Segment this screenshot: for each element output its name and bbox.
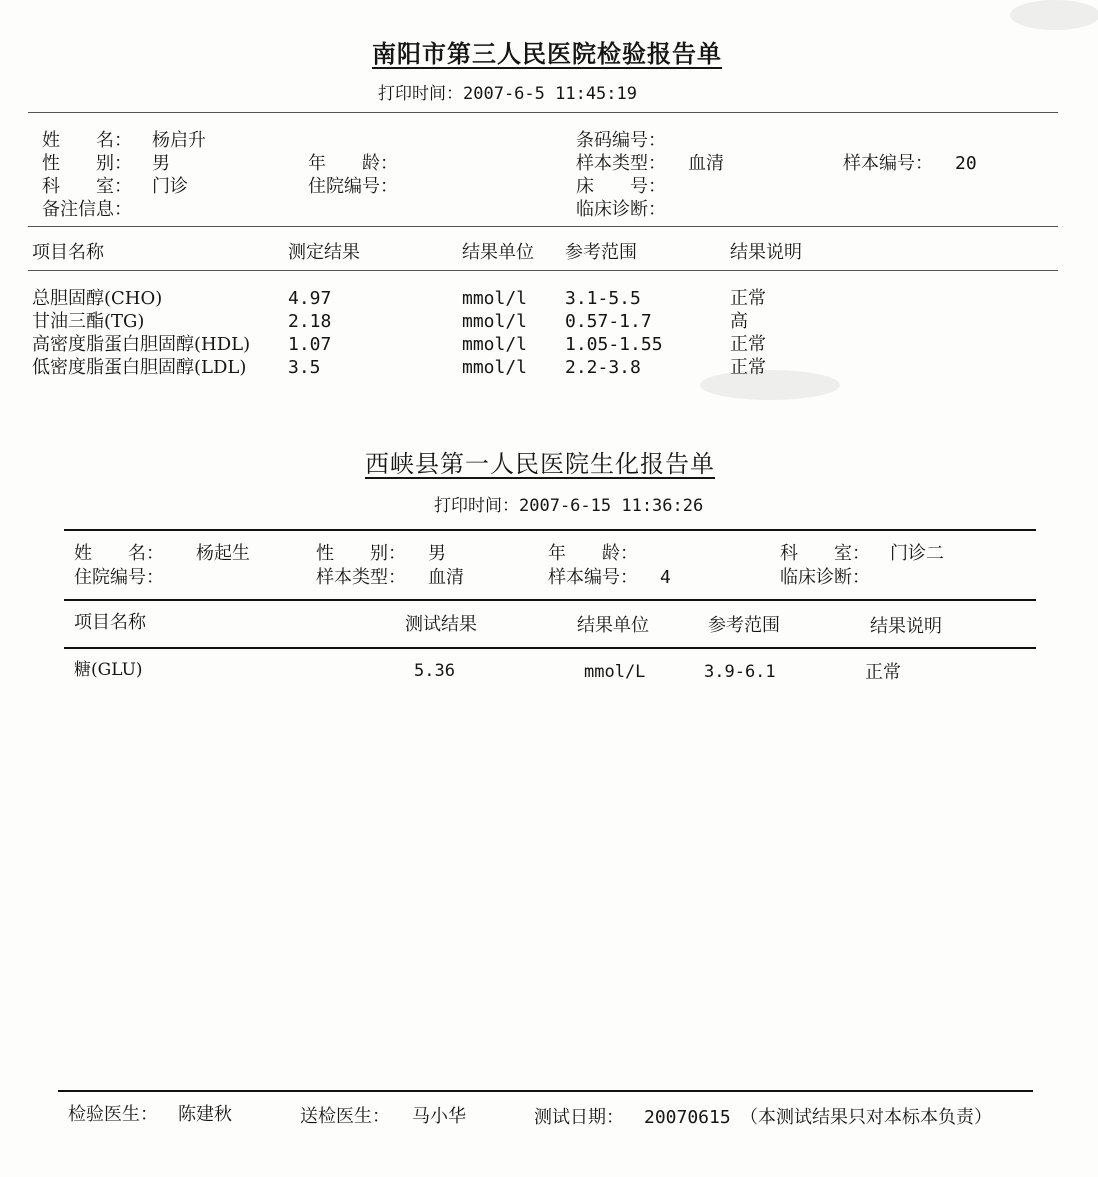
row-unit: mmol/l bbox=[462, 334, 528, 355]
tester-name: 陈建秋 bbox=[178, 1104, 232, 1125]
divider bbox=[28, 112, 1058, 113]
row-result: 5.36 bbox=[414, 661, 455, 681]
row-note: 正常 bbox=[730, 334, 766, 355]
disclaimer: （本测试结果只对本标本负责） bbox=[740, 1107, 992, 1128]
sample-type: 血清 bbox=[688, 153, 724, 174]
barcode-label: 条码编号： bbox=[576, 130, 666, 151]
row-result: 3.5 bbox=[288, 357, 321, 378]
sample-type-label: 样本类型： bbox=[316, 567, 406, 588]
report2-title: 西峡县第一人民医院生化报告单 bbox=[365, 450, 715, 478]
row-item: 高密度脂蛋白胆固醇(HDL) bbox=[32, 334, 251, 355]
inpatient-label: 住院编号： bbox=[308, 176, 398, 197]
age-label: 年 龄： bbox=[548, 543, 638, 564]
sample-no-label: 样本编号： bbox=[843, 153, 933, 174]
bed-label: 床 号： bbox=[576, 176, 666, 197]
row-item: 总胆固醇(CHO) bbox=[32, 288, 163, 309]
row-item: 甘油三酯(TG) bbox=[32, 311, 145, 332]
sender-name: 马小华 bbox=[412, 1106, 466, 1127]
row-note: 高 bbox=[730, 311, 748, 332]
row-range: 1.05-1.55 bbox=[565, 334, 663, 355]
col-range-header: 参考范围 bbox=[708, 615, 780, 636]
patient-dept: 门诊二 bbox=[890, 543, 944, 564]
row-unit: mmol/L bbox=[584, 662, 646, 682]
col-note-header: 结果说明 bbox=[870, 616, 942, 637]
row-note: 正常 bbox=[865, 662, 901, 683]
row-result: 4.97 bbox=[288, 288, 332, 309]
dept-label: 科 室： bbox=[42, 176, 132, 197]
row-range: 3.1-5.5 bbox=[565, 288, 641, 309]
sample-no: 4 bbox=[660, 567, 671, 588]
report1-title: 南阳市第三人民医院检验报告单 bbox=[372, 39, 722, 68]
row-result: 2.18 bbox=[288, 311, 332, 332]
divider bbox=[64, 599, 1036, 601]
row-unit: mmol/l bbox=[462, 357, 528, 378]
col-item-header: 项目名称 bbox=[32, 242, 104, 263]
report2-print-time: 打印时间：2007-6-15 11:36:26 bbox=[434, 496, 704, 516]
row-range: 3.9-6.1 bbox=[704, 662, 776, 682]
divider bbox=[28, 226, 1058, 227]
test-date-label: 测试日期： bbox=[534, 1107, 624, 1128]
col-unit-header: 结果单位 bbox=[577, 615, 649, 636]
remark-label: 备注信息： bbox=[42, 199, 132, 220]
patient-name: 杨启升 bbox=[152, 130, 206, 151]
paper-stain bbox=[1010, 0, 1098, 30]
patient-gender: 男 bbox=[428, 543, 446, 564]
gender-label: 性 别： bbox=[316, 543, 406, 564]
paper-stain bbox=[700, 370, 840, 400]
col-result-header: 测试结果 bbox=[405, 614, 477, 635]
tester-label: 检验医生： bbox=[68, 1104, 158, 1125]
sample-no: 20 bbox=[955, 153, 977, 174]
name-label: 姓 名： bbox=[42, 130, 132, 151]
row-unit: mmol/l bbox=[462, 288, 528, 309]
patient-gender: 男 bbox=[152, 153, 170, 174]
divider bbox=[64, 647, 1036, 649]
divider bbox=[28, 270, 1058, 271]
dept-label: 科 室： bbox=[780, 543, 870, 564]
sender-label: 送检医生： bbox=[300, 1106, 390, 1127]
row-note: 正常 bbox=[730, 357, 766, 378]
divider bbox=[58, 1090, 1033, 1092]
col-result-header: 测定结果 bbox=[288, 242, 360, 263]
report1-print-time: 打印时间：2007-6-5 11:45:19 bbox=[378, 84, 637, 104]
row-note: 正常 bbox=[730, 288, 766, 309]
divider bbox=[64, 529, 1036, 531]
inpatient-label: 住院编号： bbox=[74, 567, 164, 588]
col-item-header: 项目名称 bbox=[74, 612, 146, 633]
sample-type: 血清 bbox=[428, 567, 464, 588]
name-label: 姓 名： bbox=[74, 543, 164, 564]
row-item: 低密度脂蛋白胆固醇(LDL) bbox=[32, 357, 247, 378]
sample-no-label: 样本编号： bbox=[548, 567, 638, 588]
col-unit-header: 结果单位 bbox=[462, 242, 534, 263]
row-unit: mmol/l bbox=[462, 311, 528, 332]
diagnosis-label: 临床诊断： bbox=[780, 567, 870, 588]
row-result: 1.07 bbox=[288, 334, 332, 355]
col-note-header: 结果说明 bbox=[730, 242, 802, 263]
row-range: 2.2-3.8 bbox=[565, 357, 641, 378]
sample-type-label: 样本类型： bbox=[576, 153, 666, 174]
row-range: 0.57-1.7 bbox=[565, 311, 652, 332]
row-item: 糖(GLU) bbox=[74, 660, 143, 680]
patient-dept: 门诊 bbox=[152, 176, 188, 197]
diagnosis-label: 临床诊断： bbox=[576, 199, 666, 220]
test-date: 20070615 bbox=[644, 1107, 731, 1128]
age-label: 年 龄： bbox=[308, 153, 398, 174]
gender-label: 性 别： bbox=[42, 153, 132, 174]
col-range-header: 参考范围 bbox=[565, 242, 637, 263]
patient-name: 杨起生 bbox=[196, 543, 250, 564]
